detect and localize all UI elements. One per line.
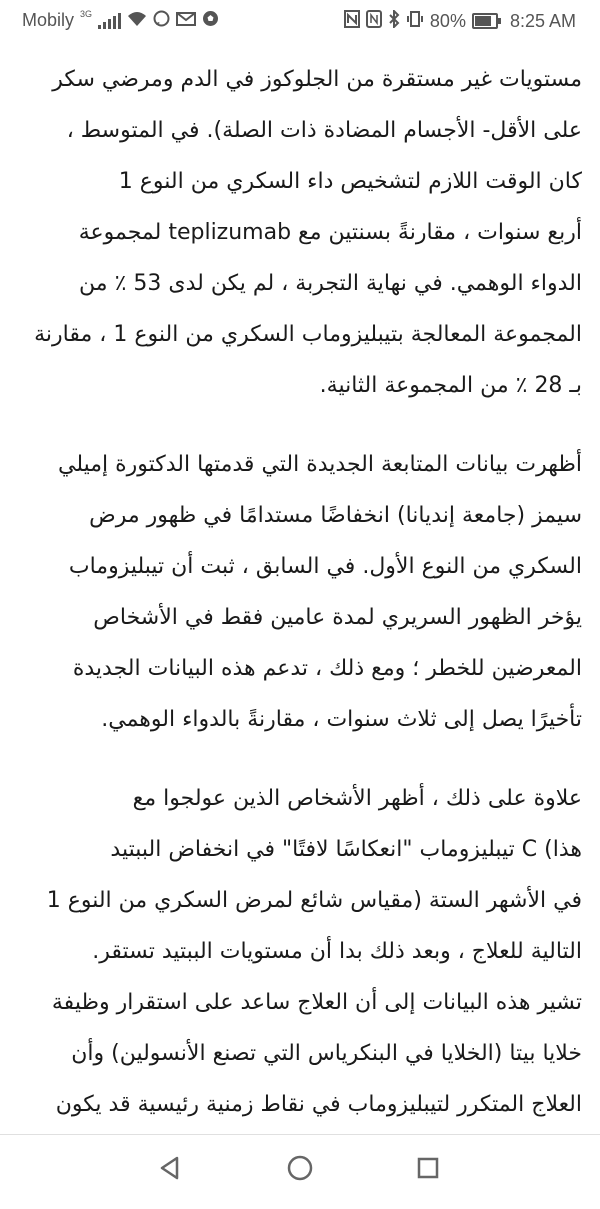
paragraph-2 xyxy=(20,439,582,745)
home-icon xyxy=(287,1155,313,1181)
text-line: الدواء الوهمي. في نهاية التجربة ، لم يكن لدى 53 ٪ من xyxy=(79,271,582,296)
text-line: العلاج المتكرر لتيبليزوماب في نقاط زمنية رئيسية قد يكون xyxy=(55,1092,582,1117)
signal-icon xyxy=(98,13,121,29)
bluetooth-icon xyxy=(388,10,400,32)
text-line: السكري من النوع الأول. في السابق ، ثبت أن تيبليزوماب xyxy=(68,554,582,579)
article-body xyxy=(20,54,582,1209)
vibrate-icon xyxy=(406,10,424,32)
battery-icon xyxy=(472,13,498,29)
text-line: علاوة على ذلك ، أظهر الأشخاص الذين عولجوا مع xyxy=(132,786,582,811)
soccer-icon xyxy=(202,10,219,31)
text-line: أظهرت بيانات المتابعة الجديدة التي قدمتها الدكتورة إميلي xyxy=(57,452,582,477)
status-bar xyxy=(0,0,600,44)
battery-percent-label: 80% xyxy=(429,10,466,31)
carrier-label: Mobily xyxy=(22,10,75,30)
back-button[interactable] xyxy=(140,1135,200,1201)
text-line: في الأشهر الستة (مقياس شائع لمرض السكري من النوع 1 xyxy=(46,888,582,913)
clock-time: 8:25 AM xyxy=(509,10,576,31)
battery-level-fill xyxy=(475,16,491,26)
status-right xyxy=(344,10,576,32)
home-button[interactable] xyxy=(270,1135,330,1201)
text-line: يؤخر الظهور السريري لمدة عامين فقط في الأشخاص xyxy=(93,605,582,630)
text-line: كان الوقت اللازم لتشخيص داء السكري من النوع 1 xyxy=(118,169,582,194)
paragraph-1 xyxy=(20,54,582,411)
text-line: المجموعة المعالجة بتيبليزوماب السكري من النوع 1 ، مقارنة xyxy=(34,322,582,347)
recent-apps-button[interactable] xyxy=(398,1135,458,1201)
paragraph-3 xyxy=(20,773,582,1181)
recent-apps-icon xyxy=(417,1157,439,1179)
text-line: تشير هذه البيانات إلى أن العلاج ساعد على استقرار وظيفة xyxy=(51,990,582,1015)
back-icon xyxy=(159,1156,181,1180)
text-line: سيمز (جامعة إنديانا) انخفاضًا مستدامًا في ظهور مرض xyxy=(89,503,582,528)
navigation-bar xyxy=(0,1134,600,1201)
wifi-icon xyxy=(127,11,147,31)
text-line: أربع سنوات ، مقارنةً بسنتين مع teplizumab لمجموعة xyxy=(78,220,582,245)
text-line: بـ 28 ٪ من المجموعة الثانية. xyxy=(319,373,582,398)
mail-icon xyxy=(176,12,196,30)
text-line: على الأقل- الأجسام المضادة ذات الصلة). في المتوسط ، xyxy=(66,118,582,143)
status-left xyxy=(22,10,219,31)
notification-icon xyxy=(344,10,360,32)
text-line: مستويات غير مستقرة من الجلوكوز في الدم ومرضي سكر xyxy=(52,67,582,92)
whatsapp-icon xyxy=(153,10,170,31)
text-line: خلايا بيتا (الخلايا في البنكرياس التي تصنع الأنسولين) وأن xyxy=(71,1041,582,1066)
text-line: المعرضين للخطر ؛ ومع ذلك ، تدعم هذه البيانات الجديدة xyxy=(72,656,582,681)
nfc-icon xyxy=(366,10,382,32)
network-type-label: 3G xyxy=(80,8,93,19)
text-line: تأخيرًا يصل إلى ثلاث سنوات ، مقارنةً بالدواء الوهمي. xyxy=(101,707,582,732)
text-line: هذا) C تيبليزوماب "انعكاسًا لافتًا" في انخفاض الببتيد xyxy=(110,837,582,862)
text-line: التالية للعلاج ، وبعد ذلك بدا أن مستويات الببتيد تستقر. xyxy=(92,939,582,964)
